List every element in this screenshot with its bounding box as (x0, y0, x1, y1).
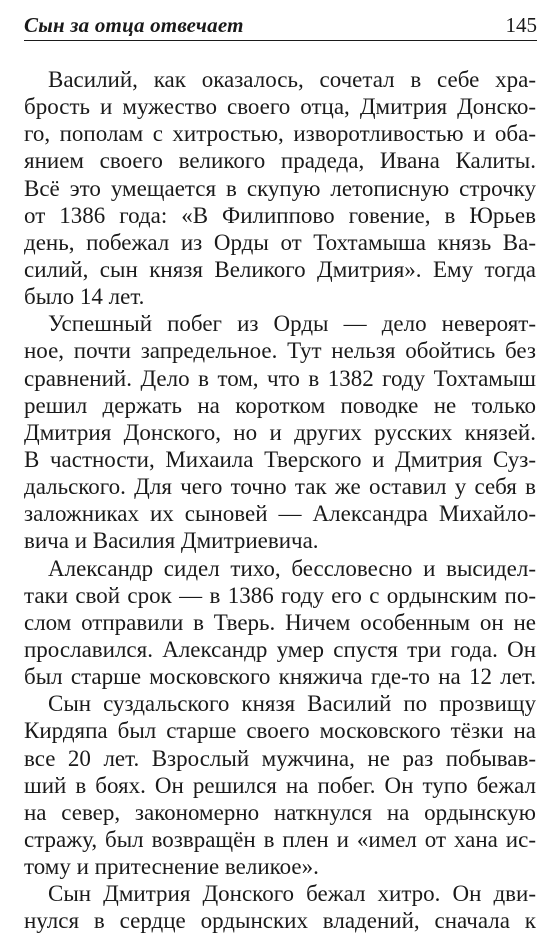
text-line: заложниках их сыновей — Александра Михайло- (24, 501, 536, 527)
text-line: Успешный побег из Орды — дело невероят- (48, 311, 536, 337)
paragraph-3 (24, 555, 536, 691)
body-text (24, 66, 536, 935)
text-line: слом отправили в Тверь. Ничем особенным он не (24, 609, 536, 635)
running-header (24, 10, 537, 41)
running-title: Сын за отца отвечает (24, 13, 244, 37)
text-line: был старше московского княжича где-то на 12 лет. (24, 664, 536, 690)
text-line: на север, закономерно наткнулся на ордынскую (24, 799, 536, 825)
text-line: тому и притеснение великое». (24, 854, 319, 880)
text-line: Александр сидел тихо, бессловесно и высидел- (48, 555, 536, 581)
text-line: го, пополам с хитростью, изворотливостью и оба- (24, 121, 536, 147)
text-line: вича и Василия Дмитриевича. (24, 528, 319, 554)
text-line: Сын суздальского князя Василий по прозвищу (48, 691, 536, 717)
paragraph-1 (24, 66, 536, 310)
text-line: сравнений. Дело в том, что в 1382 году Тохтамыш (24, 365, 536, 391)
text-line: стражу, был возвращён в плен и «имел от хана ис- (24, 826, 536, 852)
text-line: решил держать на коротком поводке не только (24, 392, 536, 418)
text-line: дальского. Для чего точно так же оставил у себя в (24, 474, 536, 500)
text-line: прославился. Александр умер спустя три года. Он (24, 636, 536, 662)
text-line: ший в боях. Он решился на побег. Он тупо бежал (24, 772, 536, 798)
text-line: нулся в сердце ордынских владений, сначала к (24, 908, 536, 934)
text-line: Василий, как оказалось, сочетал в себе хра- (48, 67, 536, 92)
text-line: все 20 лет. Взрослый мужчина, не раз побывав- (24, 745, 536, 771)
text-line: Кирдяпа был старше своего московского тёзки на (24, 718, 536, 744)
text-line: Сын Дмитрия Донского бежал хитро. Он дви- (48, 881, 536, 907)
text-line: таки свой срок — в 1386 году его с ордынским по- (24, 582, 536, 608)
page-number: 145 (505, 13, 537, 37)
text-line: В частности, Михаила Тверского и Дмитрия Суз- (24, 446, 536, 472)
text-line: день, побежал из Орды от Тохтамыша князь Ва- (24, 229, 536, 255)
text-line: ное, почти запредельное. Тут нельзя обойтись без (24, 338, 536, 364)
text-line: Всё это умещается в скупую летописную строчку (24, 175, 536, 201)
text-line: силий, сын князя Великого Дмитрия». Ему тогда (24, 256, 536, 282)
text-line: от 1386 года: «В Филиппово говение, в Юрьев (24, 202, 536, 228)
text-line: Дмитрия Донского, но и других русских князей. (24, 419, 536, 445)
text-line: брость и мужество своего отца, Дмитрия Донско- (24, 94, 536, 120)
paragraph-4 (24, 690, 536, 880)
text-line: янием своего великого прадеда, Ивана Калиты. (24, 148, 536, 174)
text-line: было 14 лет. (24, 284, 145, 310)
paragraph-2 (24, 310, 536, 554)
paragraph-5 (24, 880, 536, 934)
